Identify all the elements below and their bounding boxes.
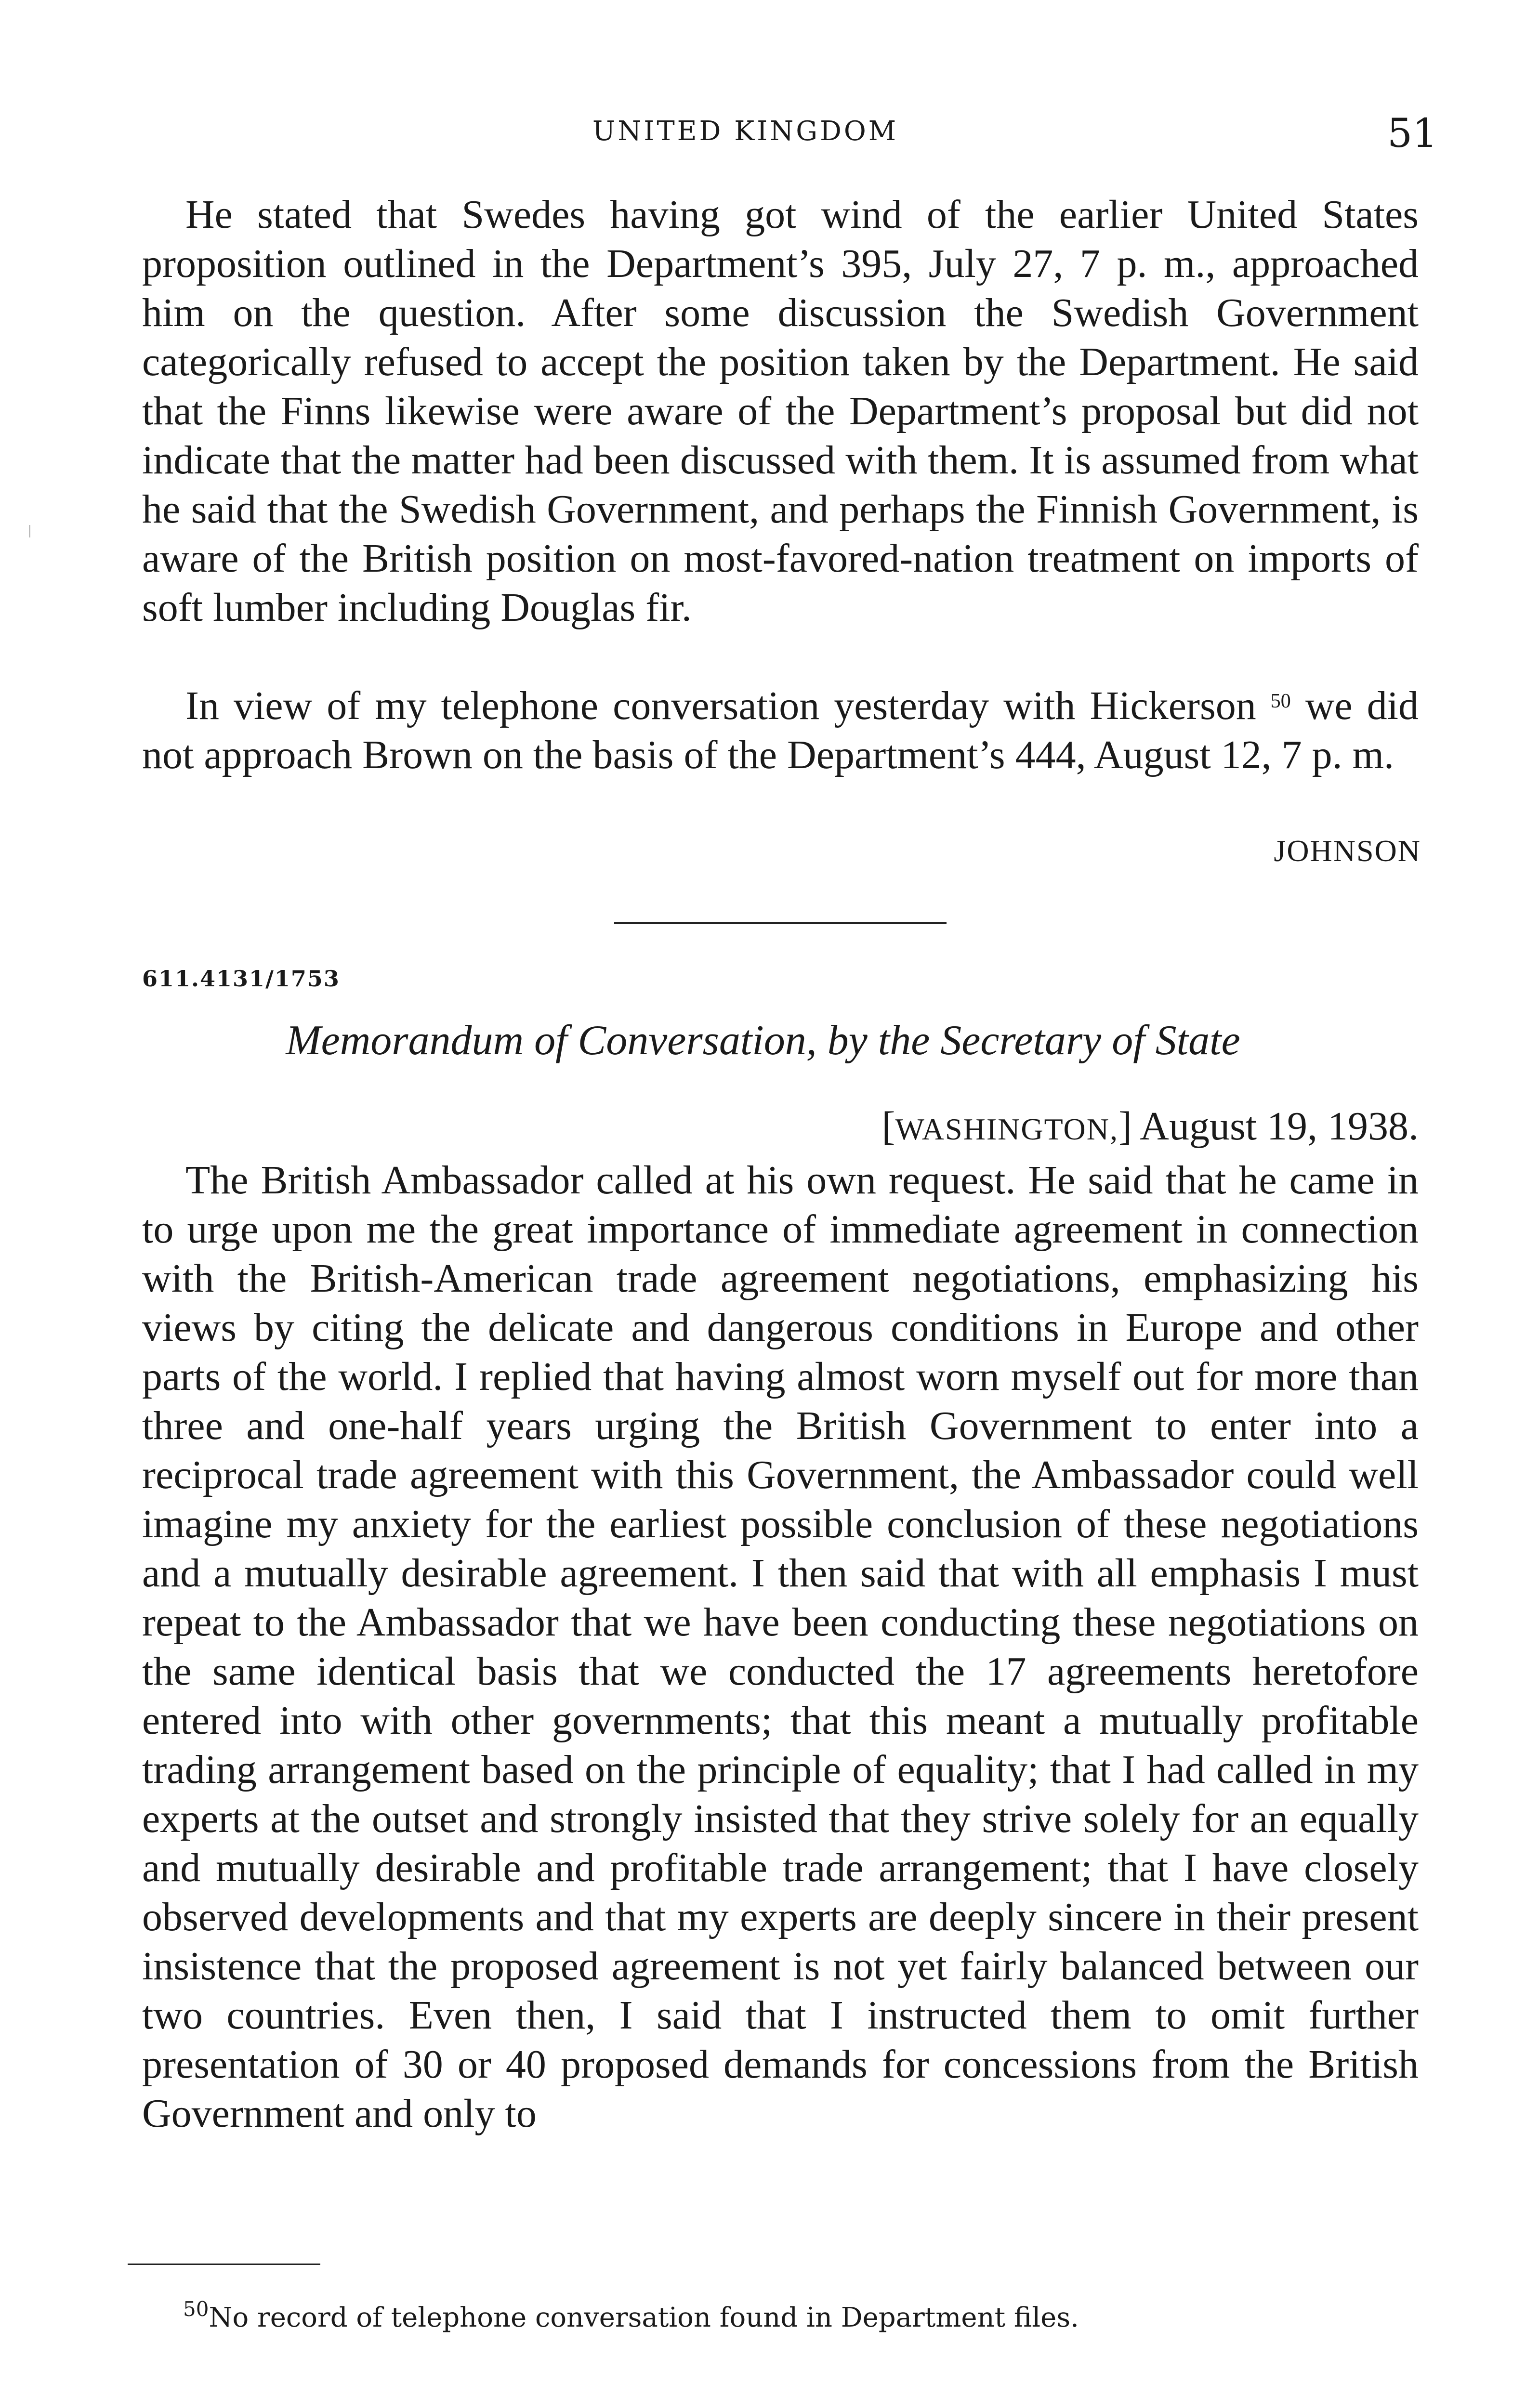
dateline-date: August 19, 1938. bbox=[1140, 1104, 1419, 1149]
paragraph-telephone-before: In view of my telephone conversation yesterday with Hickerson bbox=[185, 683, 1256, 728]
paragraph-swedes: He stated that Swedes having got wind of the earlier United States proposition outlined in the Department’s 395, July 27, 7 p. m., approached him on the question. After some discussion the Swedish Government categorically refused to accept the position taken by the Department. He said that the Finns likewise were aware of the Department’s proposal but did not indicate that the matter had been discussed with them. It is assumed from what he said that the Swedish Government, and perhaps the Finnish Government, is aware of the British position on most-favored-nation treatment on imports of soft lumber including Douglas fir. bbox=[142, 192, 1419, 630]
section-divider bbox=[614, 922, 947, 924]
paragraph-ambassador: The British Ambassador called at his own request. He said that he came in to urge upon me the great importance of immediate agreement in connection with the British-American trade agreement negotiations, emphasizing his views by citing the delicate and dangerous conditions in Europe and other parts of the world. I replied that having almost worn myself out for more than three and one-half years urging the British Government to enter into a reciprocal trade agreement with this Government, the Ambassador could well imagine my anxiety for the earliest possible conclusion of these negotiations and a mutually desirable agreement. I then said that with all emphasis I must repeat to the Ambassador that we have been conducting these negotiations on the same identical basis that we conducted the 17 agreements heretofore entered into with other governments; that this meant a mutually profitable trading arrangement based on the principle of equality; that I had called in my experts at the outset and strongly insisted that they strive solely for an equally and mutually desirable and profitable trade arrangement; that I have closely observed developments and that my experts are deeply sincere in their present insistence that the proposed agreement is not yet fairly balanced between our two countries. Even then, I said that I instructed them to omit further presentation of 30 or 40 proposed demands for concessions from the British Government and only to bbox=[142, 1158, 1419, 2136]
signature-name: JOHNSON bbox=[1274, 834, 1421, 868]
document-title: Memorandum of Conversation, by the Secretary of State bbox=[286, 1017, 1240, 1064]
page-header bbox=[0, 111, 1526, 159]
signature bbox=[1228, 833, 1421, 869]
footnote-text: No record of telephone conversation found in Department files. bbox=[209, 2302, 1079, 2333]
footnote-ref[interactable]: 50 bbox=[1270, 690, 1291, 712]
paragraph-telephone-after: we did not approach Brown on the basis of the Department’s 444, August 12, 7 p. m. bbox=[142, 683, 1419, 777]
dateline: [WASHINGTON,] August 19, 1938. bbox=[881, 1104, 1419, 1149]
paragraph-telephone bbox=[142, 681, 1419, 780]
running-head: UNITED KINGDOM bbox=[592, 116, 899, 147]
dateline-place: WASHINGTON, bbox=[895, 1112, 1118, 1146]
footnote-marker: 50 bbox=[183, 2297, 209, 2321]
margin-mark bbox=[29, 525, 30, 537]
page-number: 51 bbox=[1387, 111, 1438, 157]
footnote bbox=[183, 2297, 1426, 2333]
footnote-divider bbox=[128, 2264, 320, 2265]
file-number: 611.4131/1753 bbox=[142, 966, 340, 992]
